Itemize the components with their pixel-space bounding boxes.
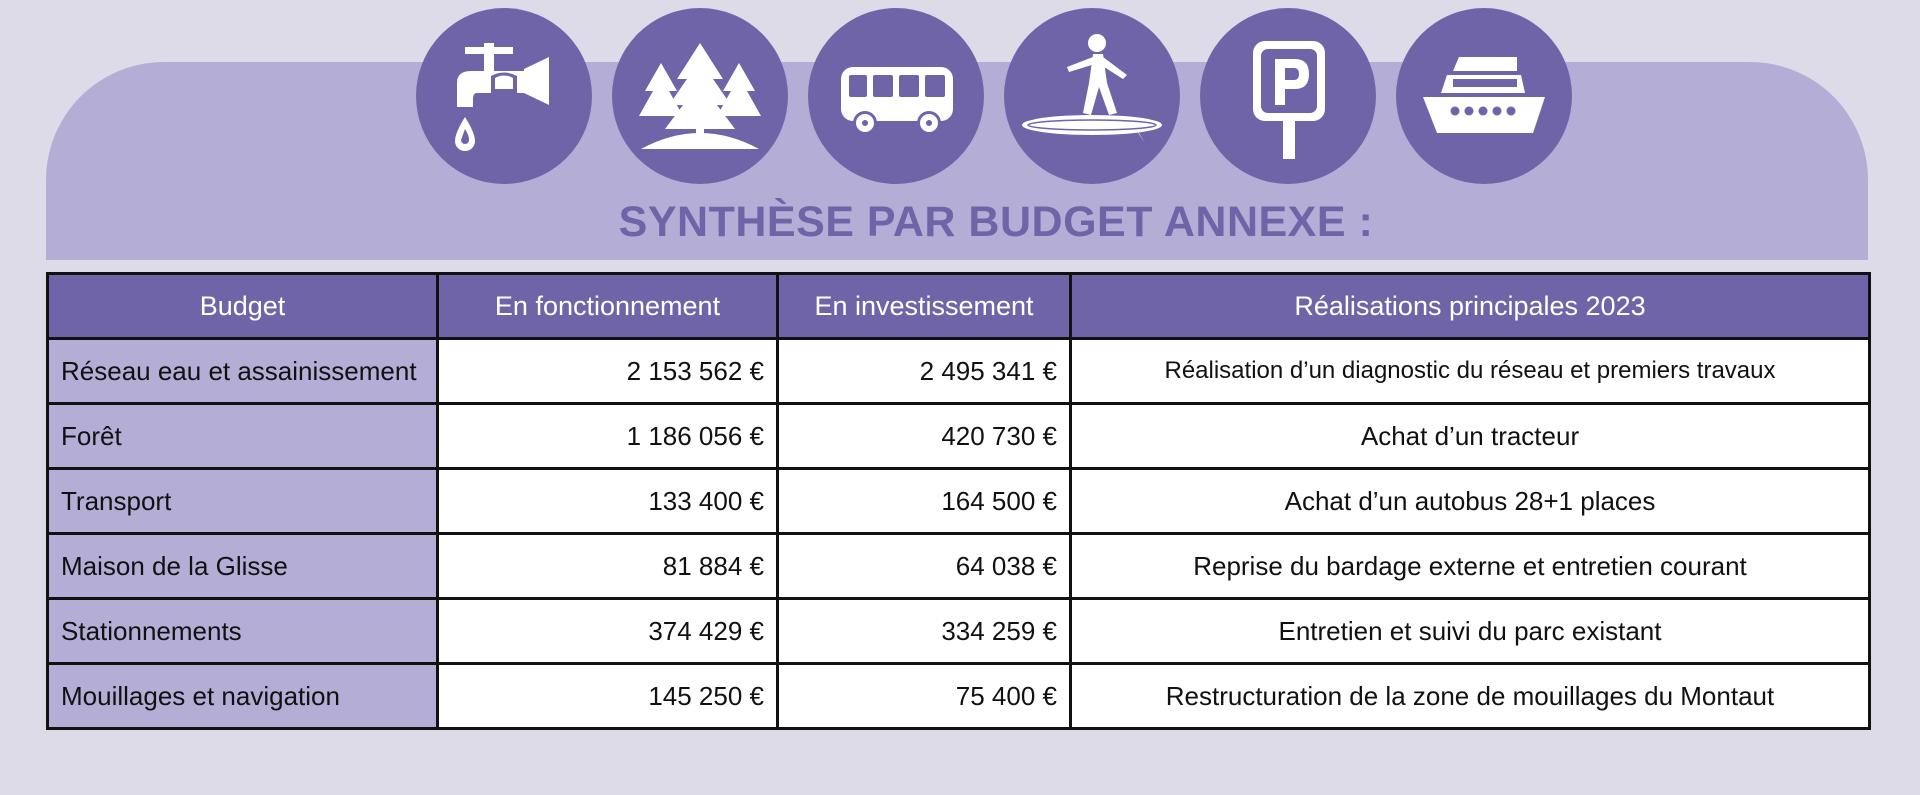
row-investissement: 64 038 € [778,534,1071,599]
row-budget-name: Transport [48,469,438,534]
row-fonctionnement: 81 884 € [438,534,778,599]
row-fonctionnement: 145 250 € [438,664,778,729]
row-fonctionnement: 133 400 € [438,469,778,534]
row-budget-name: Stationnements [48,599,438,664]
row-budget-name: Forêt [48,404,438,469]
header-fonctionnement: En fonctionnement [438,274,778,339]
surfer-icon [1004,8,1180,184]
row-realisations: Entretien et suivi du parc existant [1071,599,1870,664]
table-row [48,339,1870,404]
table-row [48,469,1870,534]
row-budget-name: Maison de la Glisse [48,534,438,599]
table-row [48,664,1870,729]
row-budget-name: Réseau eau et assainissement [48,339,438,404]
header-realisations: Réalisations principales 2023 [1071,274,1870,339]
row-fonctionnement: 1 186 056 € [438,404,778,469]
row-realisations: Réalisation d’un diagnostic du réseau et premiers travaux [1071,339,1870,404]
row-investissement: 420 730 € [778,404,1071,469]
row-realisations: Achat d’un autobus 28+1 places [1071,469,1870,534]
icon-row [416,8,1572,184]
budget-table [46,272,1871,730]
table-row [48,404,1870,469]
forest-icon [612,8,788,184]
row-budget-name: Mouillages et navigation [48,664,438,729]
row-investissement: 2 495 341 € [778,339,1071,404]
water-tap-icon [416,8,592,184]
table-header-row [48,274,1870,339]
row-fonctionnement: 2 153 562 € [438,339,778,404]
bus-icon [808,8,984,184]
page-title: SYNTHÈSE PAR BUDGET ANNEXE : [618,198,1374,246]
parking-icon [1200,8,1376,184]
header-investissement: En investissement [778,274,1071,339]
row-fonctionnement: 374 429 € [438,599,778,664]
row-realisations: Restructuration de la zone de mouillages du Montaut [1071,664,1870,729]
row-investissement: 75 400 € [778,664,1071,729]
row-realisations: Achat d’un tracteur [1071,404,1870,469]
row-investissement: 164 500 € [778,469,1071,534]
table-row [48,534,1870,599]
header-budget: Budget [48,274,438,339]
row-investissement: 334 259 € [778,599,1071,664]
table-row [48,599,1870,664]
boat-icon [1396,8,1572,184]
row-realisations: Reprise du bardage externe et entretien courant [1071,534,1870,599]
